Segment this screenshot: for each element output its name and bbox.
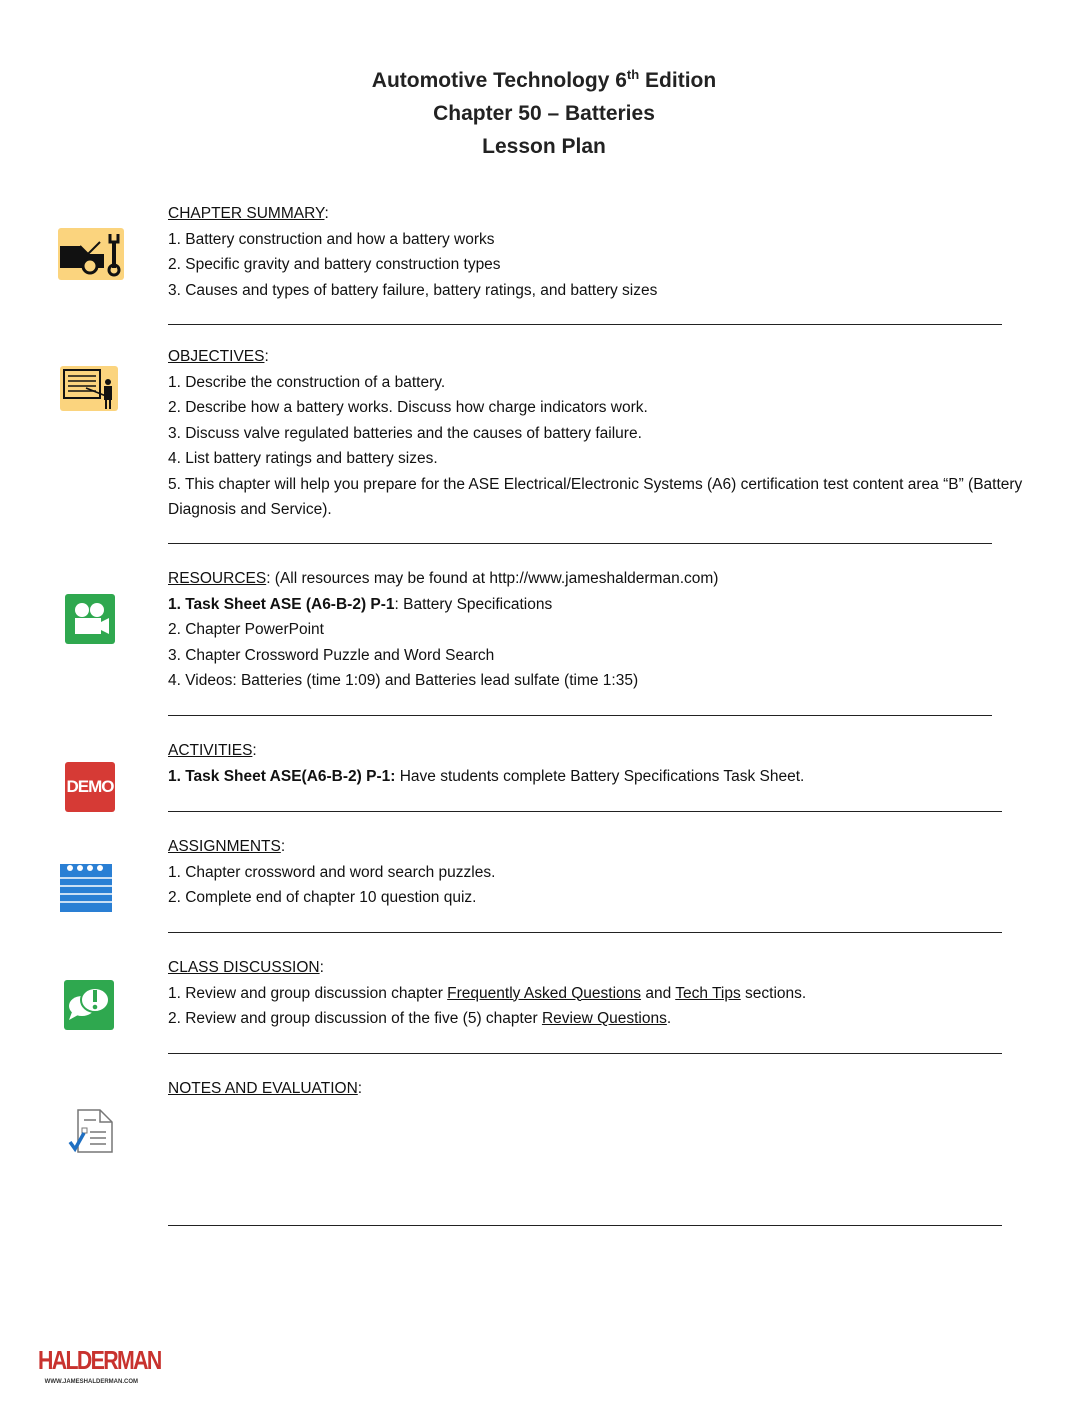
video-camera-icon: [65, 594, 115, 644]
section-heading: RESOURCES: [168, 570, 267, 587]
divider: [168, 543, 992, 544]
divider: [168, 811, 1002, 812]
divider: [168, 1053, 1002, 1054]
list-item: 1. Task Sheet ASE (A6-B-2) P-1: Battery Specifications: [168, 595, 553, 613]
notepad-icon: [60, 860, 112, 912]
car-repair-icon: [58, 228, 124, 280]
class-discussion-section: CLASS DISCUSSION: 1. Review and group discussion chapter Frequently Asked Questions and Tech Tips sections. 2. Review and group discussion of the five (5) chapter Review Questions.: [168, 955, 806, 1032]
assignments-section: ASSIGNMENTS: 1. Chapter crossword and word search puzzles. 2. Complete end of chapter 10 question quiz.: [168, 834, 495, 911]
list-item: 4. Videos: Batteries (time 1:09) and Batteries lead sulfate (time 1:35): [168, 672, 639, 689]
divider: [168, 715, 992, 716]
divider: [168, 1225, 1002, 1226]
section-heading: ASSIGNMENTS: [168, 838, 281, 855]
list-item: 4. List battery ratings and battery sizes.: [168, 450, 438, 467]
tech-tips-link[interactable]: Tech Tips: [675, 984, 741, 1002]
list-item: 1. Battery construction and how a battery works: [168, 230, 495, 248]
list-item: 2. Specific gravity and battery construction types: [168, 256, 501, 273]
section-heading: ACTIVITIES: [168, 742, 253, 759]
list-item: 1. Describe the construction of a battery.: [168, 373, 446, 391]
section-heading: CLASS DISCUSSION: [168, 959, 320, 976]
list-item: 2. Chapter PowerPoint: [168, 621, 324, 638]
list-item: 3. Discuss valve regulated batteries and the causes of battery failure.: [168, 424, 642, 442]
resources-note: (All resources may be found at http://www.jameshalderman.com): [270, 570, 719, 587]
notes-section: NOTES AND EVALUATION:: [168, 1080, 363, 1097]
list-item: 1. Task Sheet ASE(A6-B-2) P-1: Have students complete Battery Specifications Task Sheet.: [168, 767, 805, 785]
demo-icon: DEMO: [65, 762, 115, 812]
review-questions-link[interactable]: Review Questions: [541, 1010, 667, 1027]
list-item: 1. Review and group discussion chapter Frequently Asked Questions and Tech Tips sections.: [168, 984, 807, 1002]
checklist-document-icon: [68, 1108, 114, 1154]
title-line-2: Chapter 50 – Batteries: [433, 102, 655, 125]
chapter-summary-section: CHAPTER SUMMARY: 1. Battery construction and how a battery works 2. Specific gravity and battery construction types 3. Causes and types of battery failure, battery ratings, and battery sizes: [168, 201, 657, 303]
resources-section: RESOURCES: (All resources may be found at http://www.jameshalderman.com) 1. Task Sheet ASE (A6-B-2) P-1: Battery Specifications 2. Chapter PowerPoint 3. Chapter Crossword Puzzle and Word Search 4. Videos: Batteries (time 1:09) and Batteries lead sulfate (time 1:35): [168, 566, 718, 694]
list-item: 3. Chapter Crossword Puzzle and Word Search: [168, 646, 495, 664]
page-title-block: [0, 64, 1088, 163]
title-line-3: Lesson Plan: [482, 135, 606, 158]
objectives-section: OBJECTIVES: 1. Describe the construction of a battery. 2. Describe how a battery works. Discuss how charge indicators work. 3. Discuss valve regulated batteries and the causes of battery failure. 4. List battery ratings and battery sizes. 5. This chapter will help you prepare for the ASE Electrical/Electronic Systems (A6) certification test content area “B” (Battery Diagnosis and Service).: [168, 344, 1028, 523]
teacher-presentation-icon: [60, 366, 118, 411]
divider: [168, 324, 1002, 325]
list-item: 2. Describe how a battery works. Discuss how charge indicators work.: [168, 399, 648, 416]
list-item: 5. This chapter will help you prepare for the ASE Electrical/Electronic Systems (A6) certification test content area “B” (Battery Diagnosis and Service).: [168, 475, 1023, 518]
section-heading: NOTES AND EVALUATION: [168, 1080, 358, 1097]
section-heading: OBJECTIVES: [168, 348, 265, 365]
list-item: 1. Chapter crossword and word search puzzles.: [168, 863, 496, 881]
list-item: 3. Causes and types of battery failure, battery ratings, and battery sizes: [168, 281, 658, 299]
list-item: 2. Review and group discussion of the five (5) chapter Review Questions.: [168, 1010, 672, 1027]
faq-link[interactable]: Frequently Asked Questions: [447, 984, 642, 1002]
divider: [168, 932, 1002, 933]
title-line-1: Automotive Technology 6th Edition: [371, 67, 717, 92]
halderman-logo: HALDERMAN WWW.JAMESHALDERMAN.COM: [38, 1345, 161, 1385]
list-item: 2. Complete end of chapter 10 question quiz.: [168, 889, 477, 906]
activities-section: ACTIVITIES: 1. Task Sheet ASE(A6-B-2) P-1: Have students complete Battery Specifications Task Sheet.: [168, 738, 804, 789]
discussion-icon: [64, 980, 114, 1030]
section-heading: CHAPTER SUMMARY: [168, 205, 325, 222]
